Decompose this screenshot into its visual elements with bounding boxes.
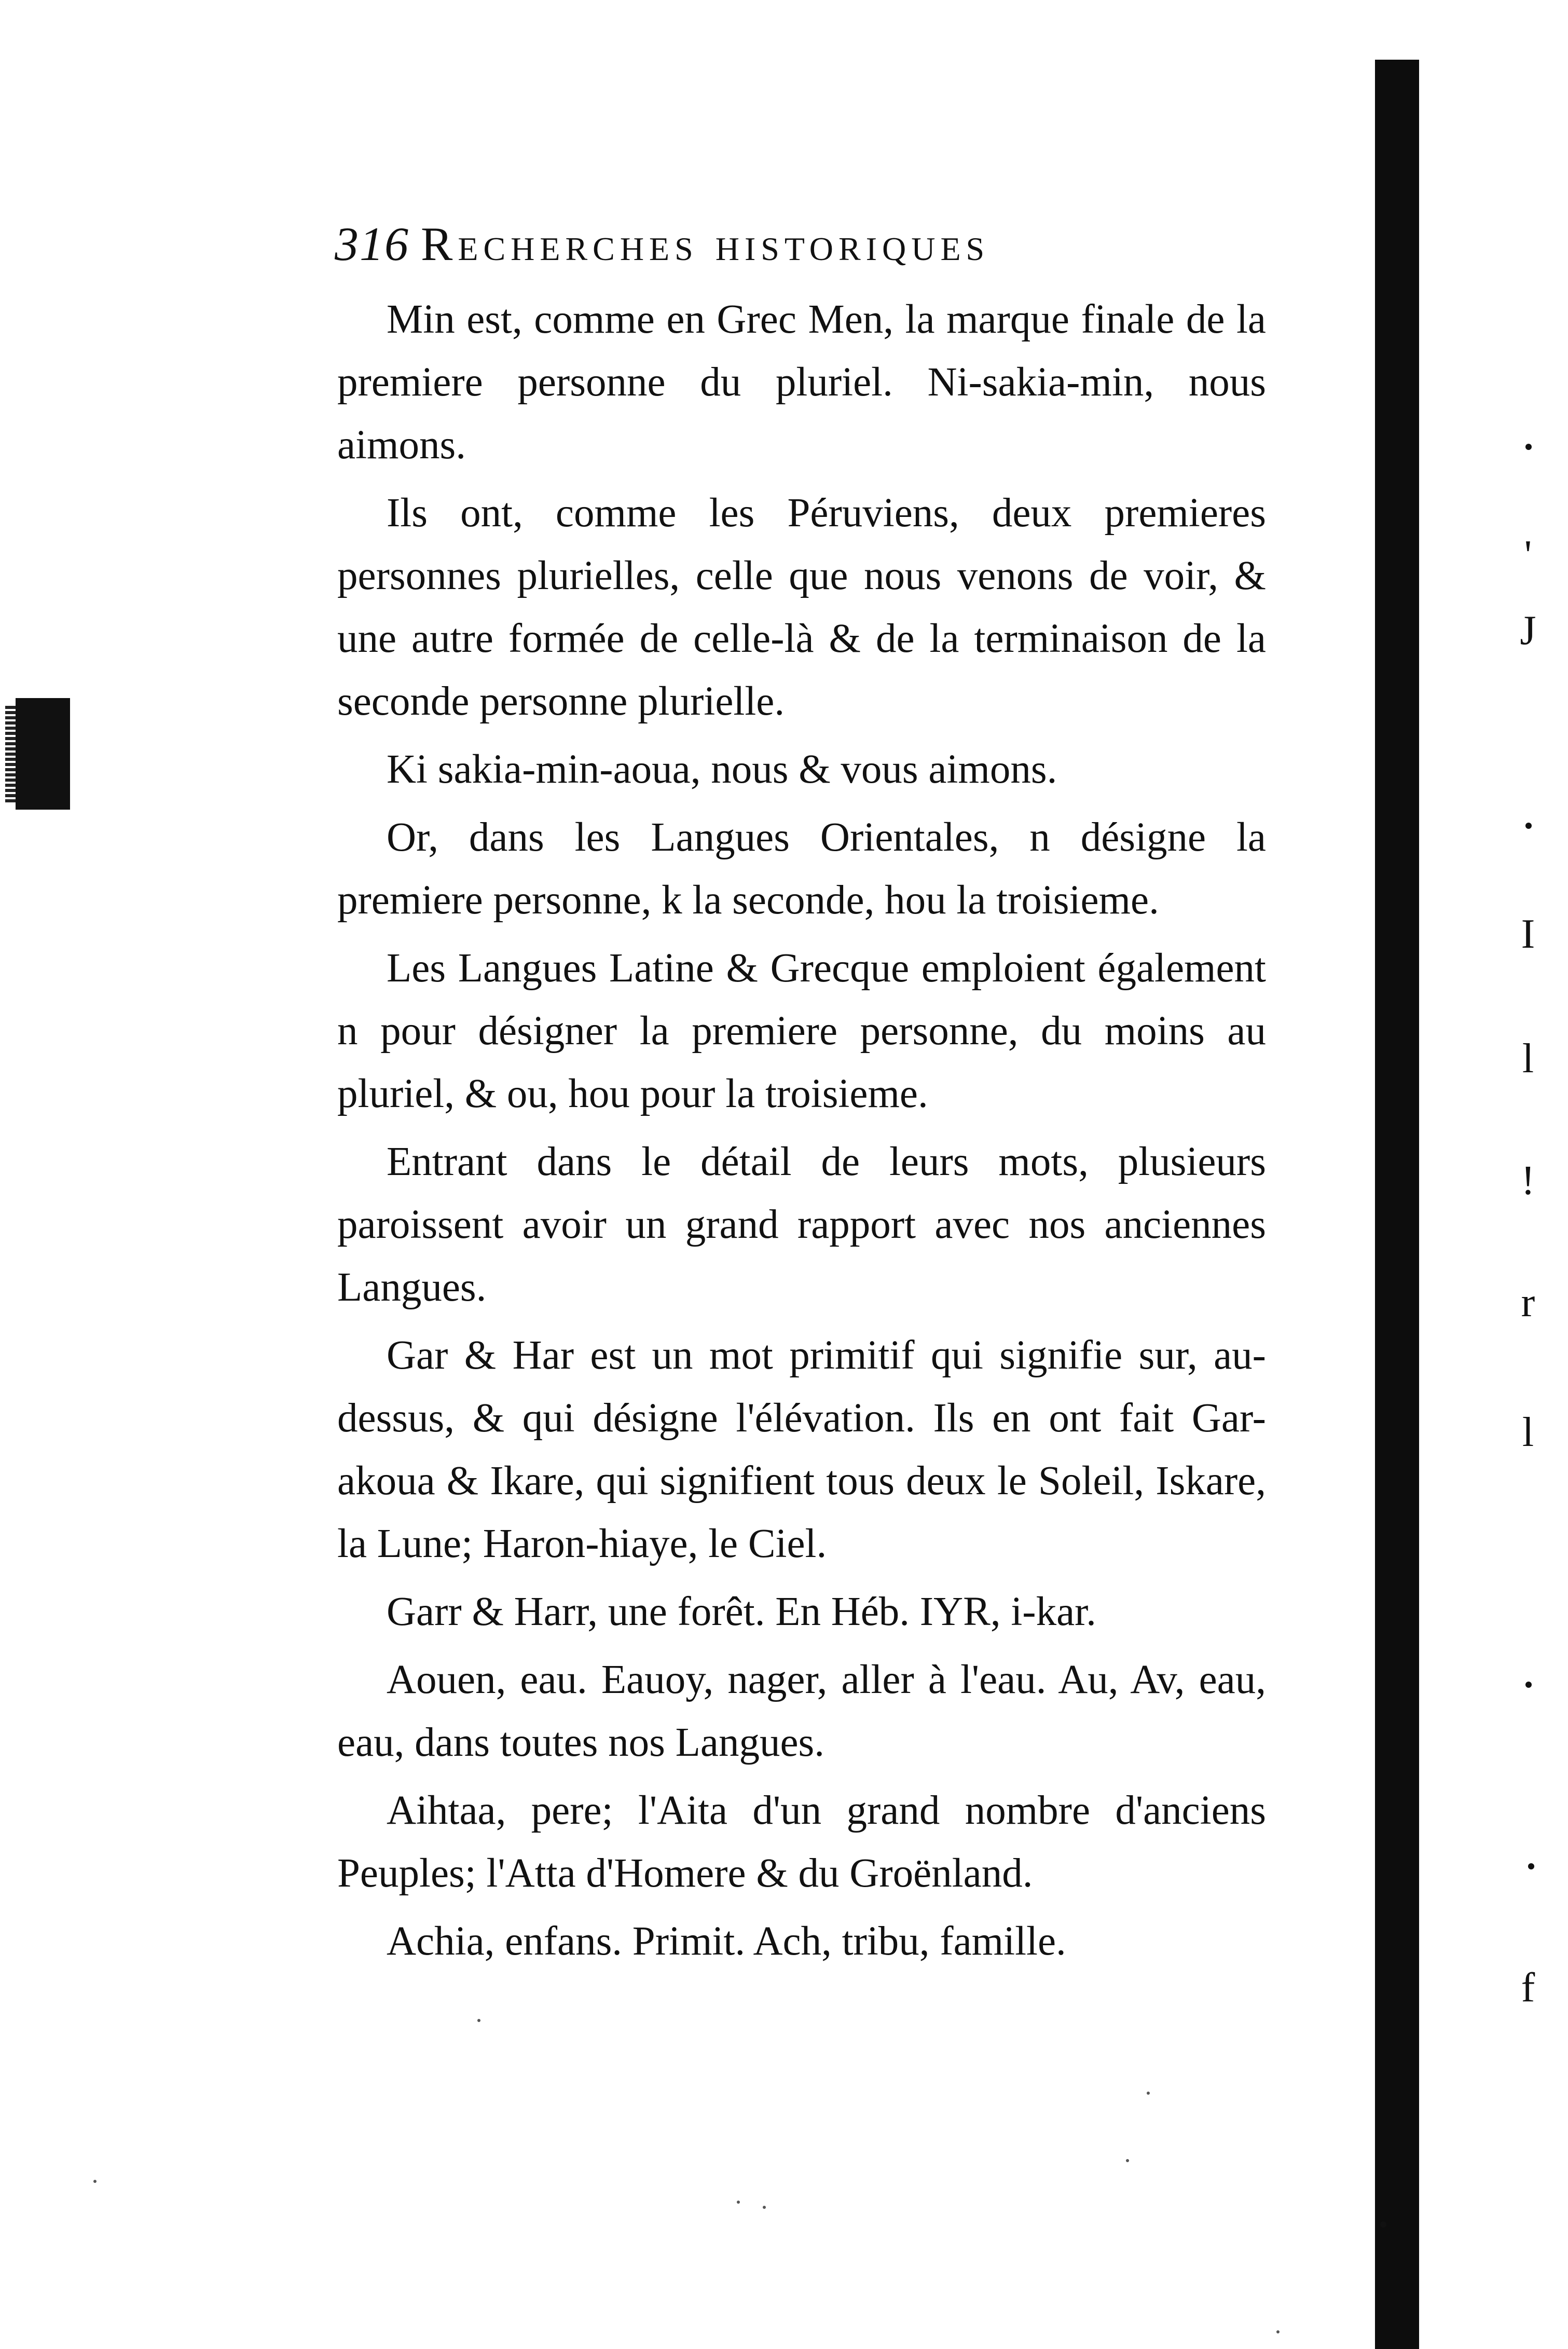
ink-speck: [1147, 2092, 1150, 2095]
ink-dot: [1525, 444, 1532, 450]
ink-dot: [1525, 1682, 1532, 1688]
margin-letter: l: [1522, 1036, 1534, 1082]
ink-dot: [1528, 1863, 1534, 1869]
running-title: Recherches historiques: [421, 217, 990, 270]
paragraph: Entrant dans le détail de leurs mots, plusieurs paroissent avoir un grand rapport avec nos anciennes Langues.: [337, 1139, 1266, 1310]
paragraph: Min est, comme en Grec Men, la marque finale de la premiere personne du pluriel. Ni-sakia-min, nous aimons.: [337, 297, 1266, 468]
ink-dot: [1380, 2221, 1386, 2228]
margin-letter: f: [1521, 1965, 1535, 2011]
paragraph: Les Langues Latine & Grecque emploient également n pour désigner la premiere personne, du moins au pluriel, & ou, hou pour la troisieme.: [337, 946, 1266, 1116]
paragraph: Ils ont, comme les Péruviens, deux premieres personnes plurielles, celle que nous venons de voir, & une autre formée de celle-là & de la terminaison de la seconde personne plurielle.: [337, 490, 1266, 724]
ink-speck: [93, 2180, 97, 2183]
ink-speck: [1276, 2330, 1280, 2333]
margin-letter: r: [1521, 1280, 1535, 1326]
main-text: [337, 288, 1266, 1978]
running-header: [335, 213, 1321, 275]
paragraph: Achia, enfans. Primit. Ach, tribu, famille.: [387, 1919, 1066, 1964]
margin-letter: ': [1524, 532, 1532, 578]
page-edge-mark: [5, 706, 17, 804]
ink-dot: [1525, 823, 1532, 829]
paragraph: Aouen, eau. Eauoy, nager, aller à l'eau. Au, Av, eau, eau, dans toutes nos Langues.: [337, 1657, 1266, 1765]
paragraph: Gar & Har est un mot primitif qui signifie sur, au-dessus, & qui désigne l'élévation. Ils en ont fait Gar-akoua & Ikare, qui signifient tous deux le Soleil, Iskare, la Lune; Haron-hiaye, le Ciel.: [337, 1333, 1266, 1566]
margin-letter: l: [1522, 1410, 1534, 1455]
paragraph: Aihtaa, pere; l'Aita d'un grand nombre d'anciens Peuples; l'Atta d'Homere & du Groënland.: [337, 1788, 1266, 1896]
page-number: 316: [335, 217, 409, 270]
margin-letter: I: [1521, 911, 1535, 957]
paragraph: Ki sakia-min-aoua, nous & vous aimons.: [387, 747, 1057, 792]
binding-strip: [1375, 60, 1419, 2349]
margin-block: [16, 698, 70, 810]
paragraph: Garr & Harr, une forêt. En Héb. IYR, i-kar.: [387, 1589, 1096, 1634]
ink-speck: [737, 2201, 740, 2204]
paragraph: Or, dans les Langues Orientales, n désigne la premiere personne, k la seconde, hou la troisieme.: [337, 815, 1266, 923]
margin-letter: J: [1520, 608, 1536, 653]
ink-speck: [1126, 2159, 1129, 2162]
ink-speck: [477, 2019, 480, 2022]
ink-speck: [763, 2206, 766, 2209]
margin-letter: !: [1521, 1158, 1535, 1204]
